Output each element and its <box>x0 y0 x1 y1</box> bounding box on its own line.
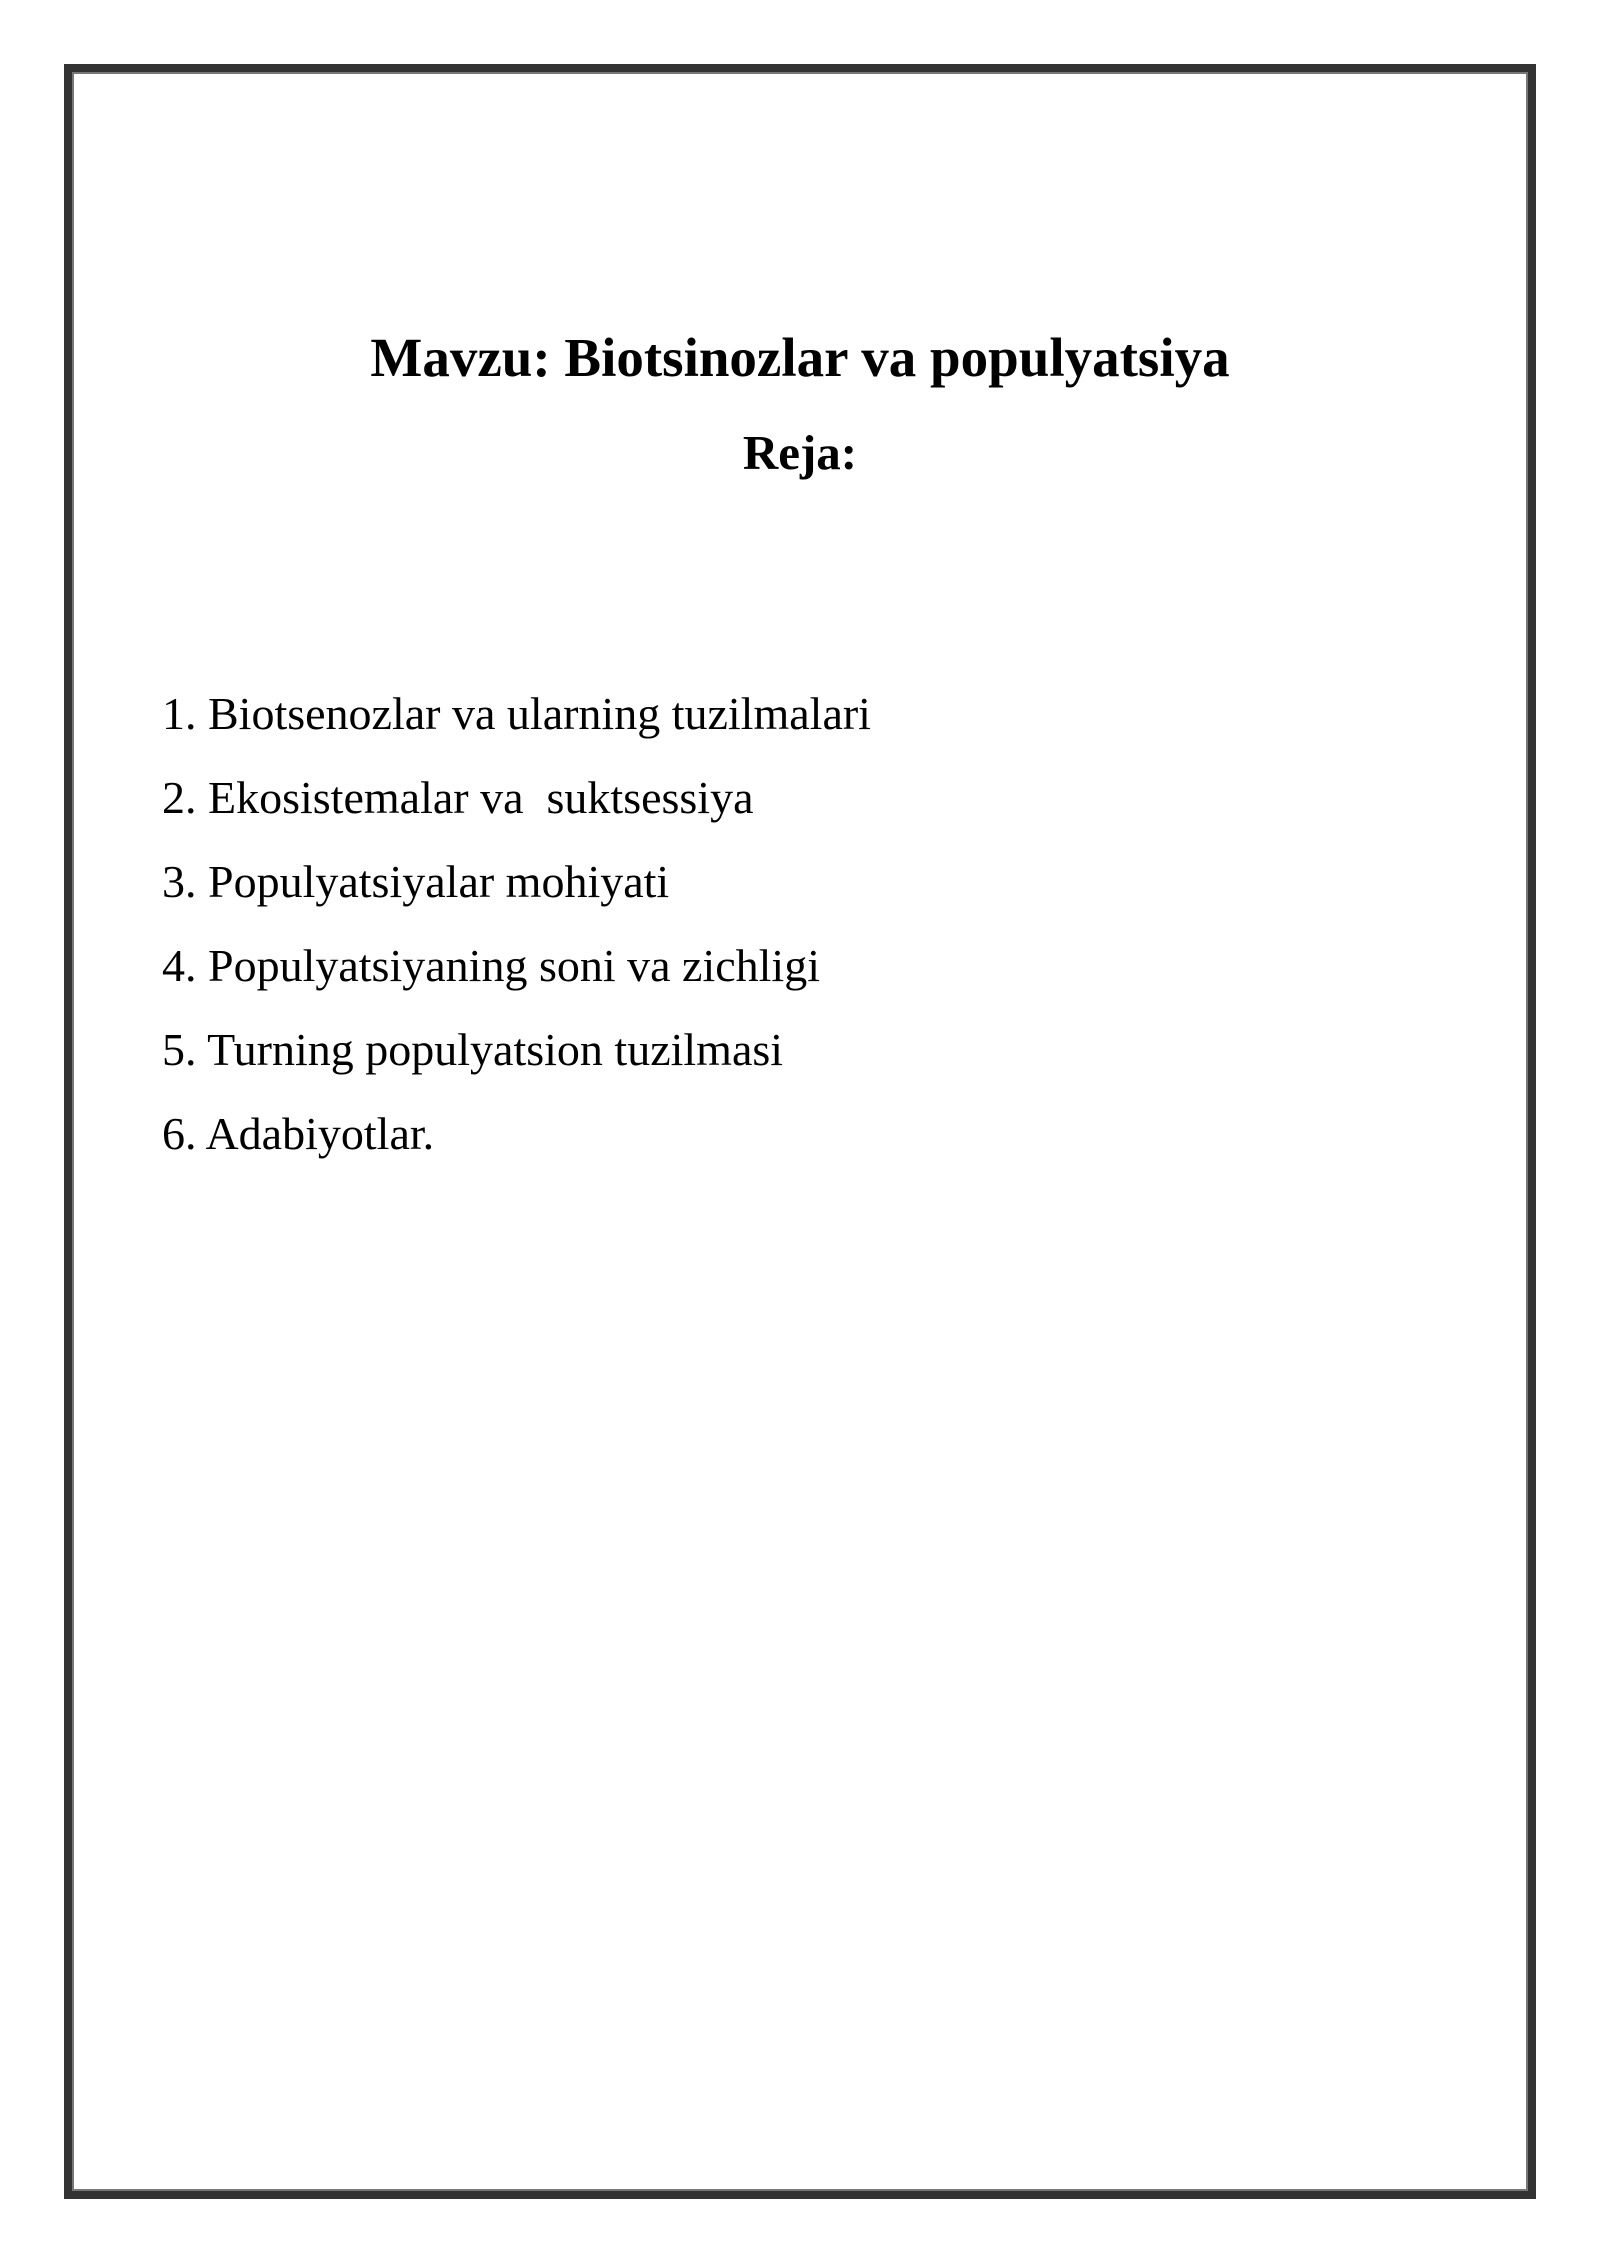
plan-item-1: 1. Biotsenozlar va ularning tuzilmalari <box>162 688 871 739</box>
plan-item-2: 2. Ekosistemalar va suktsessiya <box>162 772 754 823</box>
plan-heading: Reja: <box>742 425 858 480</box>
plan-item-6: 6. Adabiyotlar. <box>162 1108 435 1159</box>
plan-item-3: 3. Populyatsiyalar mohiyati <box>162 856 670 907</box>
plan-item-5: 5. Turning populyatsion tuzilmasi <box>162 1024 784 1075</box>
page-title: Mavzu: Biotsinozlar va populyatsiya <box>370 327 1230 388</box>
plan-list <box>162 672 871 1176</box>
plan-item-4: 4. Populyatsiyaning soni va zichligi <box>162 940 820 991</box>
